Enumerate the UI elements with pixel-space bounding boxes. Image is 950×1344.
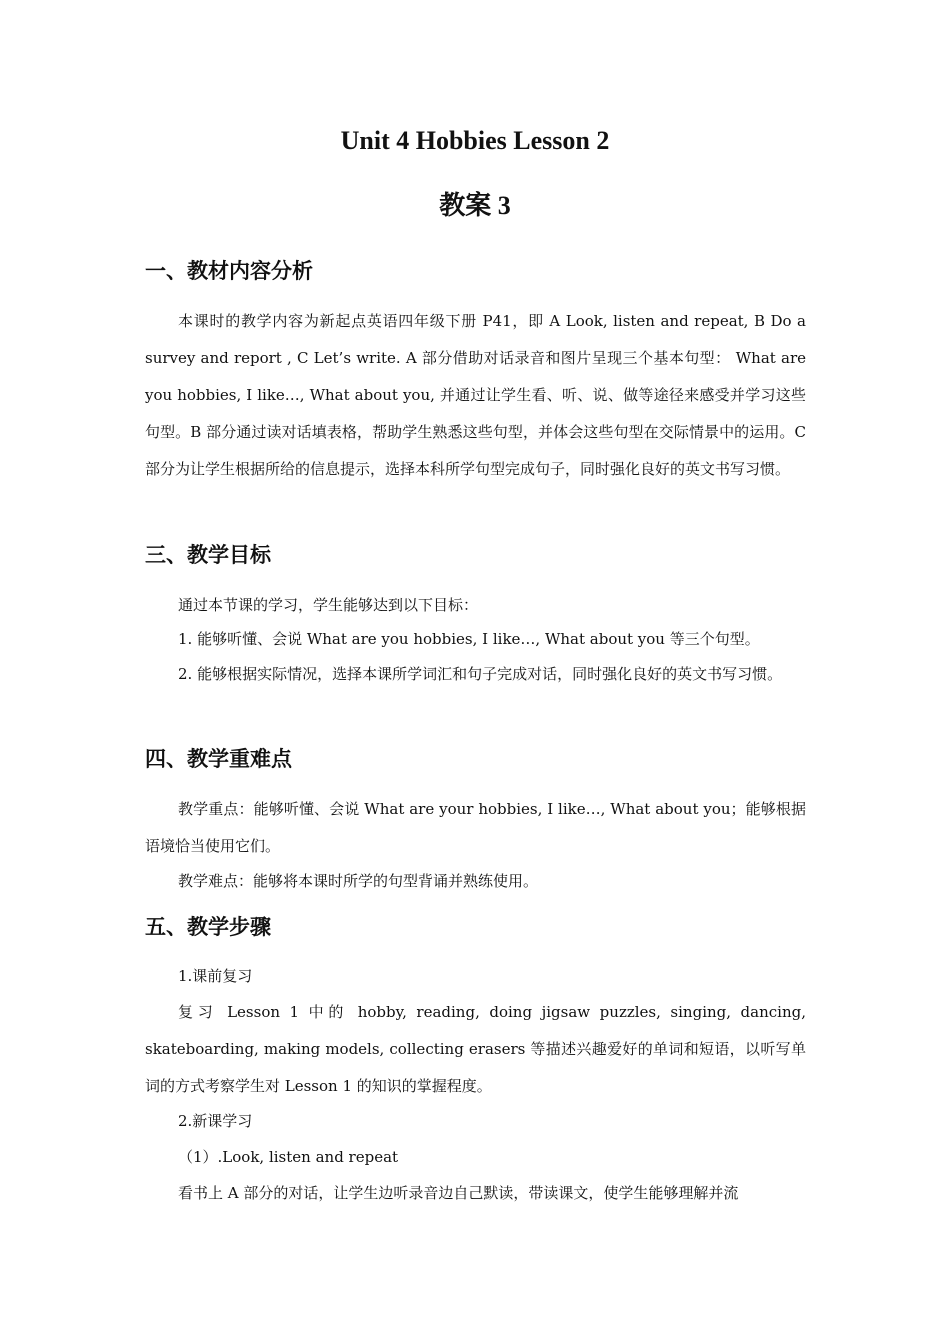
step-2-subtitle: （1）.Look, listen and repeat bbox=[178, 1148, 399, 1166]
teaching-goals-intro: 通过本节课的学习，学生能够达到以下目标： bbox=[178, 596, 479, 614]
step-1-title: 1.课前复习 bbox=[178, 967, 253, 985]
content-analysis-paragraph: 本课时的教学内容为新起点英语四年级下册 P41，即 A Look, listen and repeat, B Do a survey and report , C Let’s write. A 部分借助对话录音和图片呈现三个基本句型： What are you hobbies, I like…, What about you, 并通过让学生看、听、说、做等途径来感受并学习这些句型。B 部分通过读对话填表格，帮助学生熟悉这些句型，并体会这些句型在交际情景中的运用。C 部分为让学生根据所给的信息提示，选择本科所学句型完成句子，同时强化良好的英文书写习惯。 bbox=[145, 312, 806, 478]
key-point-paragraph: 教学重点：能够听懂、会说 What are your hobbies, I like…, What about you；能够根据语境恰当使用它们。 bbox=[145, 800, 806, 855]
document-title: Unit 4 Hobbies Lesson 2 bbox=[340, 126, 610, 155]
document-subtitle: 教案 3 bbox=[439, 191, 511, 220]
teaching-goal-1: 1. 能够听懂、会说 What are you hobbies, I like…, What about you 等三个句型。 bbox=[178, 630, 760, 648]
step-2-paragraph: 看书上 A 部分的对话，让学生边听录音边自己默读，带读课文，使学生能够理解并流 bbox=[178, 1184, 739, 1202]
step-1-paragraph: 复习 Lesson 1 中的 hobby, reading, doing jigsaw puzzles, singing, dancing, skateboarding, making models, collecting erasers 等描述兴趣爱好的单词和短语，以听写单词的方式考察学生对 Lesson 1 的知识的掌握程度。 bbox=[145, 1003, 806, 1095]
difficult-point-paragraph: 教学难点：能够将本课时所学的句型背诵并熟练使用。 bbox=[178, 872, 539, 890]
section-heading-content-analysis: 一、教材内容分析 bbox=[145, 259, 313, 283]
teaching-goal-2: 2. 能够根据实际情况，选择本课所学词汇和句子完成对话，同时强化良好的英文书写习惯。 bbox=[178, 665, 783, 683]
section-heading-teaching-goals: 三、教学目标 bbox=[145, 543, 271, 567]
step-2-title: 2.新课学习 bbox=[178, 1112, 253, 1130]
section-heading-key-difficult: 四、教学重难点 bbox=[145, 747, 292, 771]
section-heading-teaching-steps: 五、教学步骤 bbox=[145, 915, 271, 939]
